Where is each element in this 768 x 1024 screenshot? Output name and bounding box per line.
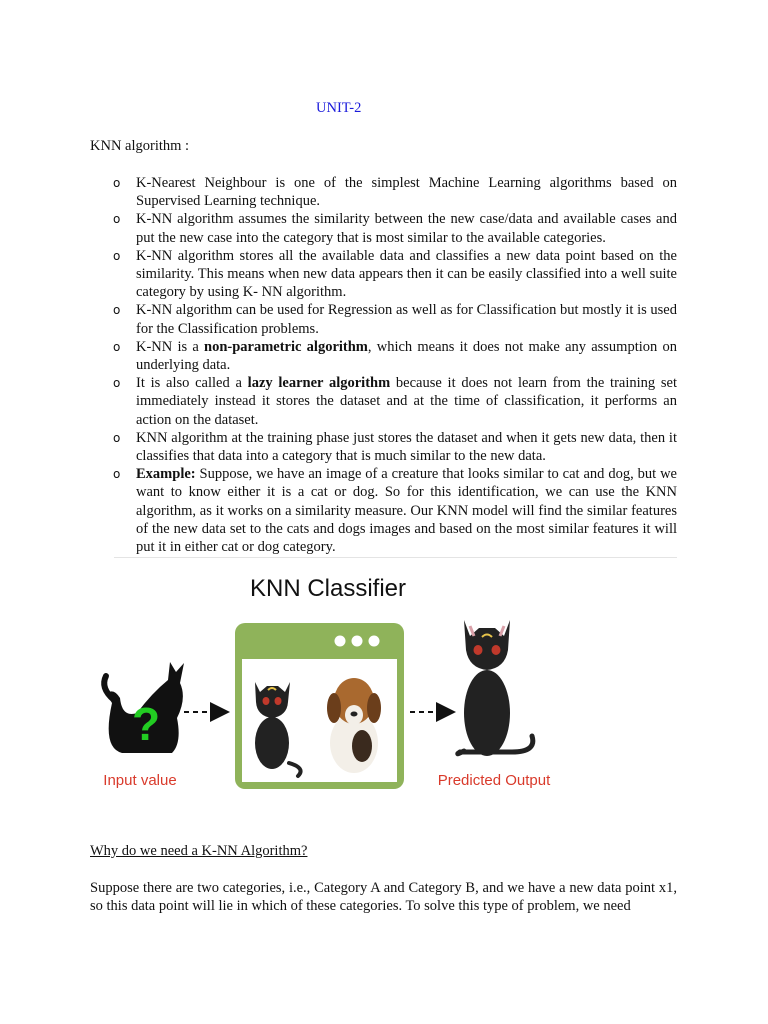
figure-title: KNN Classifier	[249, 575, 407, 602]
list-item: o K-NN algorithm stores all the available data and classifies a new data point based on the similarity. This means when new data appears then it can be easily classified into a well suite category by using K- NN algorithm.	[113, 247, 677, 301]
list-item: o It is also called a lazy learner algorithm because it does not learn from the training set immediately instead it stores the dataset and at the time of classification, it performs an action on the dataset.	[113, 375, 678, 428]
list-item: o K-NN algorithm assumes the similarity between the new case/data and available cases and put the new case into the category that is most similar to the available categories.	[113, 211, 677, 246]
bullet-marker-icon: o	[113, 430, 121, 445]
bullet-marker-icon: o	[113, 248, 121, 263]
bullet-marker-icon: o	[113, 467, 121, 482]
bullet-marker-icon: o	[113, 212, 121, 227]
knn-classifier-figure	[92, 568, 564, 796]
bullet-marker-icon: o	[113, 339, 121, 354]
list-item: o KNN algorithm at the training phase just stores the dataset and when it gets new data, then it classifies that data into a category that is much similar to the new data.	[113, 429, 677, 465]
subheading: Why do we need a K-NN Algorithm?	[90, 843, 308, 859]
section-heading: KNN algorithm :	[90, 138, 190, 154]
body-paragraph: Suppose there are two categories, i.e., Category A and Category B, and we have a new data point x1, so this data point will lie in which of these categories. To solve this type of problem, we need	[90, 880, 677, 915]
bullet-marker-icon: o	[113, 176, 121, 190]
unit-title: UNIT-2	[316, 100, 362, 116]
list-item: o K-NN is a non-parametric algorithm, which means it does not make any assumption on underlying data.	[113, 338, 677, 374]
predicted-cat-icon	[458, 620, 533, 756]
list-item: o Example: Suppose, we have an image of a creature that looks similar to cat and dog, but we want to know either it is a cat or dog. So for this identification, we can use the KNN algorithm, as it works on a similarity measure. Our KNN model will find the similar features of the new data set to the cats and dogs images and based on the most similar features it will put it in either cat or dog category.	[113, 466, 677, 556]
bullet-marker-icon: o	[113, 303, 121, 318]
bullet-marker-icon: o	[113, 376, 121, 391]
knn-bullet-list	[90, 174, 677, 556]
list-item: o K-NN algorithm can be used for Regression as well as for Classification but mostly it is used for the Classification problems.	[113, 302, 677, 337]
question-mark-icon: ?	[131, 698, 161, 750]
predicted-output-label: Predicted Output	[437, 772, 551, 789]
list-item: o K-Nearest Neighbour is one of the simplest Machine Learning algorithms based on Supervised Learning technique.	[113, 175, 677, 210]
horizontal-rule	[114, 557, 677, 558]
input-value-label: Input value	[103, 772, 177, 789]
